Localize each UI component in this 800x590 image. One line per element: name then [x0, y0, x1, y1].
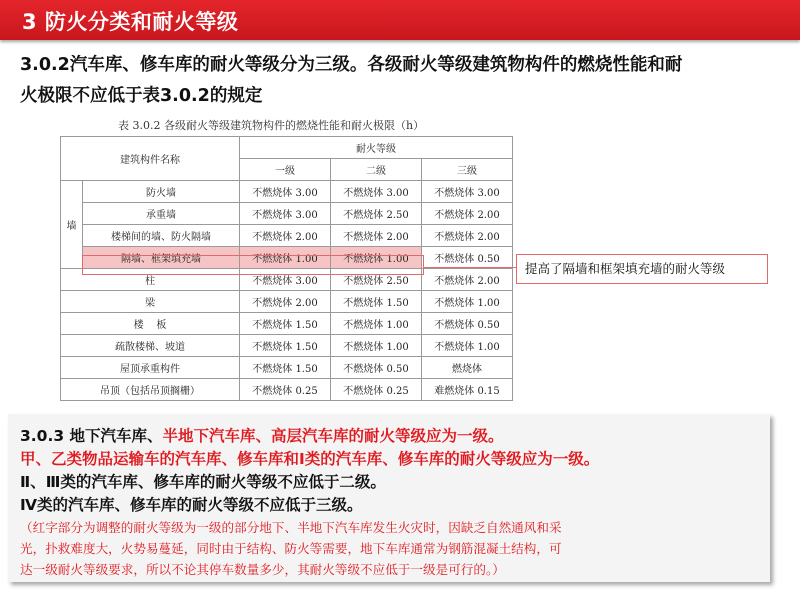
table-row	[61, 291, 513, 313]
callout-connector	[424, 267, 516, 268]
row-name-cell: 承重墙	[83, 203, 240, 225]
row-name-cell: 柱	[61, 269, 240, 291]
value-cell: 不燃烧体 3.00	[240, 269, 331, 291]
row-name-cell: 防火墙	[83, 181, 240, 203]
note-line-3: Ⅱ、Ⅲ类的汽车库、修车库的耐火等级不应低于二级。	[20, 473, 386, 491]
header-component-cell: 建筑构件名称	[61, 137, 240, 181]
value-cell: 不燃烧体 2.00	[422, 203, 513, 225]
page-title: 3 防火分类和耐火等级	[22, 10, 239, 34]
table-row	[61, 313, 513, 335]
value-cell: 不燃烧体 2.00	[240, 225, 331, 247]
row-name-cell: 屋顶承重构件	[61, 357, 240, 379]
value-cell: 不燃烧体 1.00	[331, 335, 422, 357]
value-cell: 不燃烧体 3.00	[240, 181, 331, 203]
row-name-cell: 隔墙、框架填充墙	[83, 247, 240, 269]
table-row	[61, 357, 513, 379]
value-cell: 不燃烧体 1.00	[240, 247, 331, 269]
note-line-4: Ⅳ类的汽车库、修车库的耐火等级不应低于三级。	[20, 496, 363, 514]
explain-line: （红字部分为调整的耐火等级为一级的部分地下、半地下汽车库发生火灾时，因缺乏自然通风和采	[20, 520, 562, 535]
value-cell: 不燃烧体 1.50	[240, 335, 331, 357]
value-cell: 不燃烧体 0.50	[422, 313, 513, 335]
value-cell: 不燃烧体 3.00	[331, 181, 422, 203]
note-line-1	[20, 424, 504, 446]
value-cell: 不燃烧体 1.50	[240, 357, 331, 379]
callout-annotation: 提高了隔墙和框架填充墙的耐火等级	[516, 254, 768, 284]
value-cell: 不燃烧体 2.50	[331, 269, 422, 291]
header-bar	[0, 0, 800, 40]
intro-line-2: 火极限不应低于表3.0.2的规定	[20, 86, 263, 106]
table-row	[61, 379, 513, 401]
value-cell: 不燃烧体 0.50	[331, 357, 422, 379]
note-line-1-prefix: 3.0.3 地下汽车库、	[20, 427, 163, 445]
value-cell: 不燃烧体 1.00	[422, 291, 513, 313]
header-group-cell: 耐火等级	[240, 137, 513, 159]
row-name-cell: 吊顶（包括吊顶搁栅）	[61, 379, 240, 401]
value-cell: 不燃烧体 1.00	[331, 247, 422, 269]
value-cell: 不燃烧体 1.50	[240, 313, 331, 335]
value-cell: 不燃烧体 0.25	[331, 379, 422, 401]
fire-resistance-table	[60, 136, 513, 401]
table-row	[61, 203, 513, 225]
value-cell: 不燃烧体 2.00	[331, 225, 422, 247]
note-line-1-red: 半地下汽车库、高层汽车库的耐火等级应为一级。	[162, 427, 504, 445]
value-cell: 不燃烧体 0.50	[422, 247, 513, 269]
row-name-cell: 梁	[61, 291, 240, 313]
value-cell: 不燃烧体 1.00	[331, 313, 422, 335]
level-2-cell: 二级	[331, 159, 422, 181]
intro-line-1: 3.0.2汽车库、修车库的耐火等级分为三级。各级耐火等级建筑物构件的燃烧性能和耐	[20, 55, 683, 75]
level-1-cell: 一级	[240, 159, 331, 181]
explain-line: 光，扑救难度大，火势易蔓延，同时由于结构、防火等需要，地下车库通常为钢筋混凝土结构，可	[20, 541, 562, 556]
table-row	[61, 225, 513, 247]
value-cell: 不燃烧体 1.50	[331, 291, 422, 313]
table-row	[61, 335, 513, 357]
row-name-cell: 楼梯间的墙、防火隔墙	[83, 225, 240, 247]
note-explanation	[20, 517, 760, 580]
row-name-cell: 楼 板	[61, 313, 240, 335]
value-cell: 难燃烧体 0.15	[422, 379, 513, 401]
wall-group-cell: 墙	[61, 181, 83, 269]
value-cell: 燃烧体	[422, 357, 513, 379]
table-header-row	[61, 137, 513, 159]
table-row	[61, 181, 513, 203]
value-cell: 不燃烧体 2.50	[331, 203, 422, 225]
value-cell: 不燃烧体 2.00	[422, 269, 513, 291]
table-row	[61, 269, 513, 291]
row-name-cell: 疏散楼梯、坡道	[61, 335, 240, 357]
table-caption: 表 3.0.2 各级耐火等级建筑物构件的燃烧性能和耐火极限（h）	[118, 119, 425, 132]
value-cell: 不燃烧体 2.00	[422, 225, 513, 247]
level-3-cell: 三级	[422, 159, 513, 181]
value-cell: 不燃烧体 1.00	[422, 335, 513, 357]
note-line-2: 甲、乙类物品运输车的汽车库、修车库和Ⅰ类的汽车库、修车库的耐火等级应为一级。	[20, 450, 600, 468]
value-cell: 不燃烧体 2.00	[240, 291, 331, 313]
explain-line: 达一级耐火等级要求，所以不论其停车数量多少，其耐火等级不应低于一级是可行的。）	[20, 562, 505, 577]
value-cell: 不燃烧体 0.25	[240, 379, 331, 401]
value-cell: 不燃烧体 3.00	[422, 181, 513, 203]
value-cell: 不燃烧体 3.00	[240, 203, 331, 225]
table-row-highlighted	[61, 247, 513, 269]
note-panel	[8, 414, 770, 582]
